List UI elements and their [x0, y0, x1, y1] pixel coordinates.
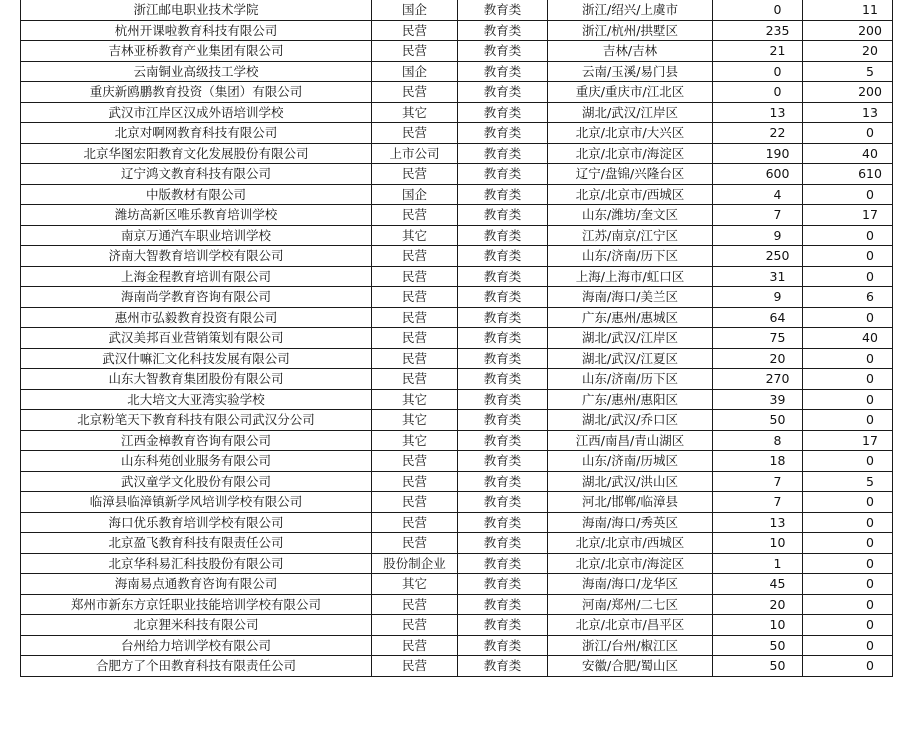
- location-cell: 湖北/武汉/洪山区: [548, 471, 713, 492]
- table-row: [21, 82, 893, 103]
- count-b-cell: 610: [803, 164, 893, 185]
- table-row: [21, 266, 893, 287]
- company-type-cell: 民营: [372, 471, 458, 492]
- company-type-cell: 国企: [372, 61, 458, 82]
- industry-cell: 教育类: [458, 635, 548, 656]
- location-cell: 山东/济南/历下区: [548, 246, 713, 267]
- count-a-cell: 39: [713, 389, 803, 410]
- company-name-cell: 南京万通汽车职业培训学校: [21, 225, 372, 246]
- location-cell: 山东/潍坊/奎文区: [548, 205, 713, 226]
- location-cell: 吉林/吉林: [548, 41, 713, 62]
- count-a-cell: 20: [713, 594, 803, 615]
- table-row: [21, 205, 893, 226]
- industry-cell: 教育类: [458, 0, 548, 20]
- location-cell: 湖北/武汉/江岸区: [548, 102, 713, 123]
- count-a-cell: 0: [713, 0, 803, 20]
- location-cell: 北京/北京市/海淀区: [548, 553, 713, 574]
- location-cell: 北京/北京市/昌平区: [548, 615, 713, 636]
- count-a-cell: 600: [713, 164, 803, 185]
- table-row: [21, 533, 893, 554]
- location-cell: 广东/惠州/惠城区: [548, 307, 713, 328]
- count-a-cell: 9: [713, 225, 803, 246]
- industry-cell: 教育类: [458, 451, 548, 472]
- industry-cell: 教育类: [458, 574, 548, 595]
- table-row: [21, 246, 893, 267]
- table-row: [21, 553, 893, 574]
- count-a-cell: 7: [713, 471, 803, 492]
- company-type-cell: 股份制企业: [372, 553, 458, 574]
- industry-cell: 教育类: [458, 656, 548, 677]
- count-b-cell: 200: [803, 20, 893, 41]
- industry-cell: 教育类: [458, 348, 548, 369]
- count-a-cell: 235: [713, 20, 803, 41]
- count-b-cell: 0: [803, 123, 893, 144]
- table-row: [21, 143, 893, 164]
- table-row: [21, 594, 893, 615]
- location-cell: 河北/邯郸/临漳县: [548, 492, 713, 513]
- count-b-cell: 0: [803, 574, 893, 595]
- count-b-cell: 6: [803, 287, 893, 308]
- count-a-cell: 50: [713, 635, 803, 656]
- table-row: [21, 410, 893, 431]
- location-cell: 山东/济南/历下区: [548, 369, 713, 390]
- count-a-cell: 22: [713, 123, 803, 144]
- industry-cell: 教育类: [458, 328, 548, 349]
- table-body: [21, 0, 893, 676]
- industry-cell: 教育类: [458, 82, 548, 103]
- company-type-cell: 民营: [372, 41, 458, 62]
- company-name-cell: 临漳县临漳镇新学风培训学校有限公司: [21, 492, 372, 513]
- industry-cell: 教育类: [458, 102, 548, 123]
- company-type-cell: 国企: [372, 0, 458, 20]
- table-row: [21, 41, 893, 62]
- company-name-cell: 浙江邮电职业技术学院: [21, 0, 372, 20]
- table-row: [21, 287, 893, 308]
- location-cell: 安徽/合肥/蜀山区: [548, 656, 713, 677]
- count-a-cell: 21: [713, 41, 803, 62]
- company-name-cell: 北京华科易汇科技股份有限公司: [21, 553, 372, 574]
- company-name-cell: 海南尚学教育咨询有限公司: [21, 287, 372, 308]
- table-row: [21, 184, 893, 205]
- count-b-cell: 0: [803, 369, 893, 390]
- count-b-cell: 17: [803, 430, 893, 451]
- industry-cell: 教育类: [458, 287, 548, 308]
- count-a-cell: 13: [713, 512, 803, 533]
- industry-cell: 教育类: [458, 184, 548, 205]
- count-b-cell: 0: [803, 492, 893, 513]
- company-name-cell: 济南大智教育培训学校有限公司: [21, 246, 372, 267]
- count-a-cell: 9: [713, 287, 803, 308]
- company-name-cell: 武汉童学文化股份有限公司: [21, 471, 372, 492]
- location-cell: 辽宁/盘锦/兴隆台区: [548, 164, 713, 185]
- count-b-cell: 0: [803, 615, 893, 636]
- company-name-cell: 北京对啊网教育科技有限公司: [21, 123, 372, 144]
- table-row: [21, 492, 893, 513]
- table-row: [21, 307, 893, 328]
- count-a-cell: 20: [713, 348, 803, 369]
- company-type-cell: 民营: [372, 20, 458, 41]
- table-row: [21, 471, 893, 492]
- company-type-cell: 民营: [372, 635, 458, 656]
- table-row: [21, 574, 893, 595]
- company-type-cell: 民营: [372, 164, 458, 185]
- company-name-cell: 中版教材有限公司: [21, 184, 372, 205]
- location-cell: 浙江/杭州/拱墅区: [548, 20, 713, 41]
- industry-cell: 教育类: [458, 246, 548, 267]
- table-row: [21, 656, 893, 677]
- company-type-cell: 民营: [372, 205, 458, 226]
- company-name-cell: 合肥方了个田教育科技有限责任公司: [21, 656, 372, 677]
- location-cell: 云南/玉溪/易门县: [548, 61, 713, 82]
- count-b-cell: 0: [803, 533, 893, 554]
- industry-cell: 教育类: [458, 123, 548, 144]
- count-a-cell: 1: [713, 553, 803, 574]
- company-type-cell: 民营: [372, 266, 458, 287]
- company-name-cell: 海南易点通教育咨询有限公司: [21, 574, 372, 595]
- industry-cell: 教育类: [458, 20, 548, 41]
- table-row: [21, 225, 893, 246]
- table-row: [21, 164, 893, 185]
- location-cell: 北京/北京市/西城区: [548, 533, 713, 554]
- industry-cell: 教育类: [458, 512, 548, 533]
- company-name-cell: 武汉什嘛汇文化科技发展有限公司: [21, 348, 372, 369]
- count-b-cell: 0: [803, 246, 893, 267]
- count-a-cell: 50: [713, 410, 803, 431]
- count-b-cell: 40: [803, 328, 893, 349]
- location-cell: 北京/北京市/海淀区: [548, 143, 713, 164]
- table-row: [21, 20, 893, 41]
- location-cell: 重庆/重庆市/江北区: [548, 82, 713, 103]
- company-type-cell: 民营: [372, 328, 458, 349]
- company-name-cell: 山东科苑创业服务有限公司: [21, 451, 372, 472]
- industry-cell: 教育类: [458, 492, 548, 513]
- count-b-cell: 200: [803, 82, 893, 103]
- company-type-cell: 民营: [372, 246, 458, 267]
- table-row: [21, 430, 893, 451]
- company-type-cell: 民营: [372, 533, 458, 554]
- company-name-cell: 辽宁鸿文教育科技有限公司: [21, 164, 372, 185]
- count-b-cell: 40: [803, 143, 893, 164]
- count-b-cell: 5: [803, 471, 893, 492]
- industry-cell: 教育类: [458, 410, 548, 431]
- count-b-cell: 11: [803, 0, 893, 20]
- industry-cell: 教育类: [458, 471, 548, 492]
- company-table: [20, 0, 893, 677]
- count-b-cell: 0: [803, 635, 893, 656]
- table-row: [21, 389, 893, 410]
- industry-cell: 教育类: [458, 615, 548, 636]
- count-b-cell: 17: [803, 205, 893, 226]
- company-type-cell: 民营: [372, 307, 458, 328]
- count-a-cell: 190: [713, 143, 803, 164]
- company-name-cell: 上海金程教育培训有限公司: [21, 266, 372, 287]
- company-type-cell: 其它: [372, 430, 458, 451]
- industry-cell: 教育类: [458, 164, 548, 185]
- company-type-cell: 民营: [372, 287, 458, 308]
- industry-cell: 教育类: [458, 61, 548, 82]
- count-a-cell: 50: [713, 656, 803, 677]
- company-name-cell: 山东大智教育集团股份有限公司: [21, 369, 372, 390]
- count-a-cell: 10: [713, 533, 803, 554]
- company-type-cell: 民营: [372, 369, 458, 390]
- count-a-cell: 250: [713, 246, 803, 267]
- company-type-cell: 民营: [372, 348, 458, 369]
- count-b-cell: 0: [803, 348, 893, 369]
- count-b-cell: 0: [803, 184, 893, 205]
- company-type-cell: 民营: [372, 656, 458, 677]
- count-a-cell: 8: [713, 430, 803, 451]
- count-a-cell: 18: [713, 451, 803, 472]
- industry-cell: 教育类: [458, 205, 548, 226]
- company-type-cell: 上市公司: [372, 143, 458, 164]
- count-b-cell: 20: [803, 41, 893, 62]
- table-row: [21, 635, 893, 656]
- location-cell: 海南/海口/秀英区: [548, 512, 713, 533]
- count-a-cell: 7: [713, 205, 803, 226]
- count-b-cell: 0: [803, 553, 893, 574]
- company-name-cell: 郑州市新东方京饪职业技能培训学校有限公司: [21, 594, 372, 615]
- table-row: [21, 123, 893, 144]
- count-a-cell: 0: [713, 82, 803, 103]
- table-row: [21, 369, 893, 390]
- table-row: [21, 102, 893, 123]
- company-name-cell: 潍坊高新区唯乐教育培训学校: [21, 205, 372, 226]
- count-a-cell: 64: [713, 307, 803, 328]
- table-row: [21, 348, 893, 369]
- table-row: [21, 328, 893, 349]
- company-name-cell: 杭州开课啦教育科技有限公司: [21, 20, 372, 41]
- count-b-cell: 0: [803, 389, 893, 410]
- company-name-cell: 北京狸米科技有限公司: [21, 615, 372, 636]
- location-cell: 山东/济南/历城区: [548, 451, 713, 472]
- count-a-cell: 4: [713, 184, 803, 205]
- company-name-cell: 武汉美邦百业营销策划有限公司: [21, 328, 372, 349]
- industry-cell: 教育类: [458, 143, 548, 164]
- company-name-cell: 北大培文大亚湾实验学校: [21, 389, 372, 410]
- count-a-cell: 31: [713, 266, 803, 287]
- table-row: [21, 451, 893, 472]
- location-cell: 湖北/武汉/江夏区: [548, 348, 713, 369]
- count-b-cell: 5: [803, 61, 893, 82]
- location-cell: 浙江/绍兴/上虞市: [548, 0, 713, 20]
- company-type-cell: 民营: [372, 492, 458, 513]
- location-cell: 江西/南昌/青山湖区: [548, 430, 713, 451]
- location-cell: 湖北/武汉/乔口区: [548, 410, 713, 431]
- location-cell: 上海/上海市/虹口区: [548, 266, 713, 287]
- company-type-cell: 民营: [372, 615, 458, 636]
- company-name-cell: 北京华图宏阳教育文化发展股份有限公司: [21, 143, 372, 164]
- location-cell: 海南/海口/龙华区: [548, 574, 713, 595]
- count-a-cell: 13: [713, 102, 803, 123]
- company-type-cell: 其它: [372, 102, 458, 123]
- company-type-cell: 国企: [372, 184, 458, 205]
- location-cell: 海南/海口/美兰区: [548, 287, 713, 308]
- count-b-cell: 0: [803, 225, 893, 246]
- company-name-cell: 北京粉笔天下教育科技有限公司武汉分公司: [21, 410, 372, 431]
- count-b-cell: 0: [803, 451, 893, 472]
- industry-cell: 教育类: [458, 533, 548, 554]
- company-type-cell: 民营: [372, 82, 458, 103]
- industry-cell: 教育类: [458, 369, 548, 390]
- company-type-cell: 民营: [372, 594, 458, 615]
- table-row: [21, 0, 893, 20]
- table-row: [21, 512, 893, 533]
- count-b-cell: 13: [803, 102, 893, 123]
- table-row: [21, 61, 893, 82]
- industry-cell: 教育类: [458, 594, 548, 615]
- count-b-cell: 0: [803, 266, 893, 287]
- location-cell: 广东/惠州/惠阳区: [548, 389, 713, 410]
- location-cell: 北京/北京市/大兴区: [548, 123, 713, 144]
- industry-cell: 教育类: [458, 553, 548, 574]
- company-name-cell: 台州给力培训学校有限公司: [21, 635, 372, 656]
- location-cell: 湖北/武汉/江岸区: [548, 328, 713, 349]
- count-a-cell: 270: [713, 369, 803, 390]
- industry-cell: 教育类: [458, 430, 548, 451]
- company-name-cell: 吉林亚桥教育产业集团有限公司: [21, 41, 372, 62]
- table-row: [21, 615, 893, 636]
- count-b-cell: 0: [803, 512, 893, 533]
- company-name-cell: 北京盈飞教育科技有限责任公司: [21, 533, 372, 554]
- industry-cell: 教育类: [458, 389, 548, 410]
- count-a-cell: 10: [713, 615, 803, 636]
- company-type-cell: 民营: [372, 512, 458, 533]
- company-type-cell: 其它: [372, 410, 458, 431]
- company-type-cell: 民营: [372, 451, 458, 472]
- company-name-cell: 惠州市弘毅教育投资有限公司: [21, 307, 372, 328]
- count-b-cell: 0: [803, 656, 893, 677]
- company-type-cell: 其它: [372, 574, 458, 595]
- company-name-cell: 重庆新鸥鹏教育投资（集团）有限公司: [21, 82, 372, 103]
- location-cell: 河南/郑州/二七区: [548, 594, 713, 615]
- company-name-cell: 武汉市江岸区汉成外语培训学校: [21, 102, 372, 123]
- count-b-cell: 0: [803, 410, 893, 431]
- count-b-cell: 0: [803, 594, 893, 615]
- location-cell: 北京/北京市/西城区: [548, 184, 713, 205]
- count-a-cell: 0: [713, 61, 803, 82]
- industry-cell: 教育类: [458, 41, 548, 62]
- count-b-cell: 0: [803, 307, 893, 328]
- industry-cell: 教育类: [458, 225, 548, 246]
- company-type-cell: 其它: [372, 389, 458, 410]
- count-a-cell: 45: [713, 574, 803, 595]
- count-a-cell: 75: [713, 328, 803, 349]
- industry-cell: 教育类: [458, 307, 548, 328]
- industry-cell: 教育类: [458, 266, 548, 287]
- company-name-cell: 云南铜业高级技工学校: [21, 61, 372, 82]
- count-a-cell: 7: [713, 492, 803, 513]
- spreadsheet-page: [20, 0, 892, 677]
- company-name-cell: 江西金樟教育咨询有限公司: [21, 430, 372, 451]
- company-name-cell: 海口优乐教育培训学校有限公司: [21, 512, 372, 533]
- company-type-cell: 其它: [372, 225, 458, 246]
- company-type-cell: 民营: [372, 123, 458, 144]
- location-cell: 江苏/南京/江宁区: [548, 225, 713, 246]
- location-cell: 浙江/台州/椒江区: [548, 635, 713, 656]
